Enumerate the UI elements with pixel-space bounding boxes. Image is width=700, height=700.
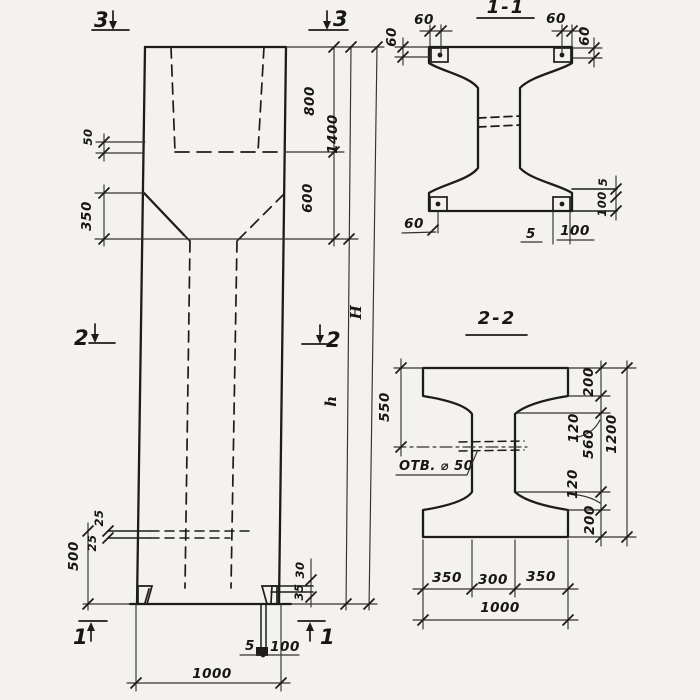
marker-1-left-label: 1 — [73, 625, 89, 649]
dim-5-label: 5 — [245, 638, 255, 654]
dim-350-label: 350 — [79, 201, 95, 231]
dim-1400-label: 1400 — [325, 114, 341, 154]
dim-1200-label: 1200 — [604, 414, 620, 454]
dim-350-right-label: 350 — [526, 569, 556, 585]
dim-120-top-label: 120 — [566, 413, 582, 443]
dim-60-top-right-label: 60 — [546, 11, 566, 27]
dim-100-label: 100 — [270, 639, 300, 655]
dim-800-label: 800 — [302, 86, 318, 116]
dim-1000-label: 1000 — [480, 600, 520, 616]
dim-50-label: 50 — [81, 128, 95, 146]
dim-60-far-left-label: 60 — [384, 27, 400, 47]
dim-1000-label: 1000 — [192, 666, 232, 682]
dim-200-bottom-label: 200 — [582, 505, 598, 535]
dim-550-label: 550 — [377, 392, 393, 422]
section-1-1-title: 1-1 — [486, 0, 526, 18]
dim-h-label: h — [322, 395, 340, 407]
dim-25-top-label: 25 — [92, 509, 106, 527]
dim-600-label: 600 — [300, 183, 316, 213]
dim-60-bottom-label: 60 — [404, 216, 424, 232]
dim-500-label: 500 — [66, 541, 82, 571]
dim-560-label: 560 — [581, 429, 597, 459]
marker-1-right-label: 1 — [320, 625, 336, 649]
marker-3-left-label: 3 — [94, 8, 110, 32]
dim-25-bottom-label: 25 — [85, 534, 99, 552]
marker-2-left-label: 2 — [74, 326, 90, 350]
marker-3-right-label: 3 — [333, 7, 349, 31]
dim-100-side-label: 100 — [595, 191, 609, 217]
dim-350-left-label: 350 — [432, 570, 462, 586]
dim-5-bottom-label: 5 — [526, 226, 536, 242]
dim-60-far-right-label: 60 — [577, 26, 593, 46]
dim-200-top-label: 200 — [581, 367, 597, 397]
dim-5-side-label: 5 — [596, 177, 610, 187]
dim-35-label: 35 — [292, 583, 306, 601]
dim-120-bottom-label: 120 — [565, 469, 581, 499]
dim-H-label: H — [347, 304, 365, 320]
dim-100-bottom-label: 100 — [560, 223, 590, 239]
section-2-2-title: 2-2 — [477, 308, 517, 329]
dim-300-label: 300 — [478, 572, 508, 588]
dim-60-top-left-label: 60 — [414, 12, 434, 28]
dim-30-label: 30 — [293, 561, 307, 579]
marker-2-right-label: 2 — [326, 328, 342, 352]
hole-callout-label: ОТВ. ⌀ 50 — [399, 459, 474, 474]
